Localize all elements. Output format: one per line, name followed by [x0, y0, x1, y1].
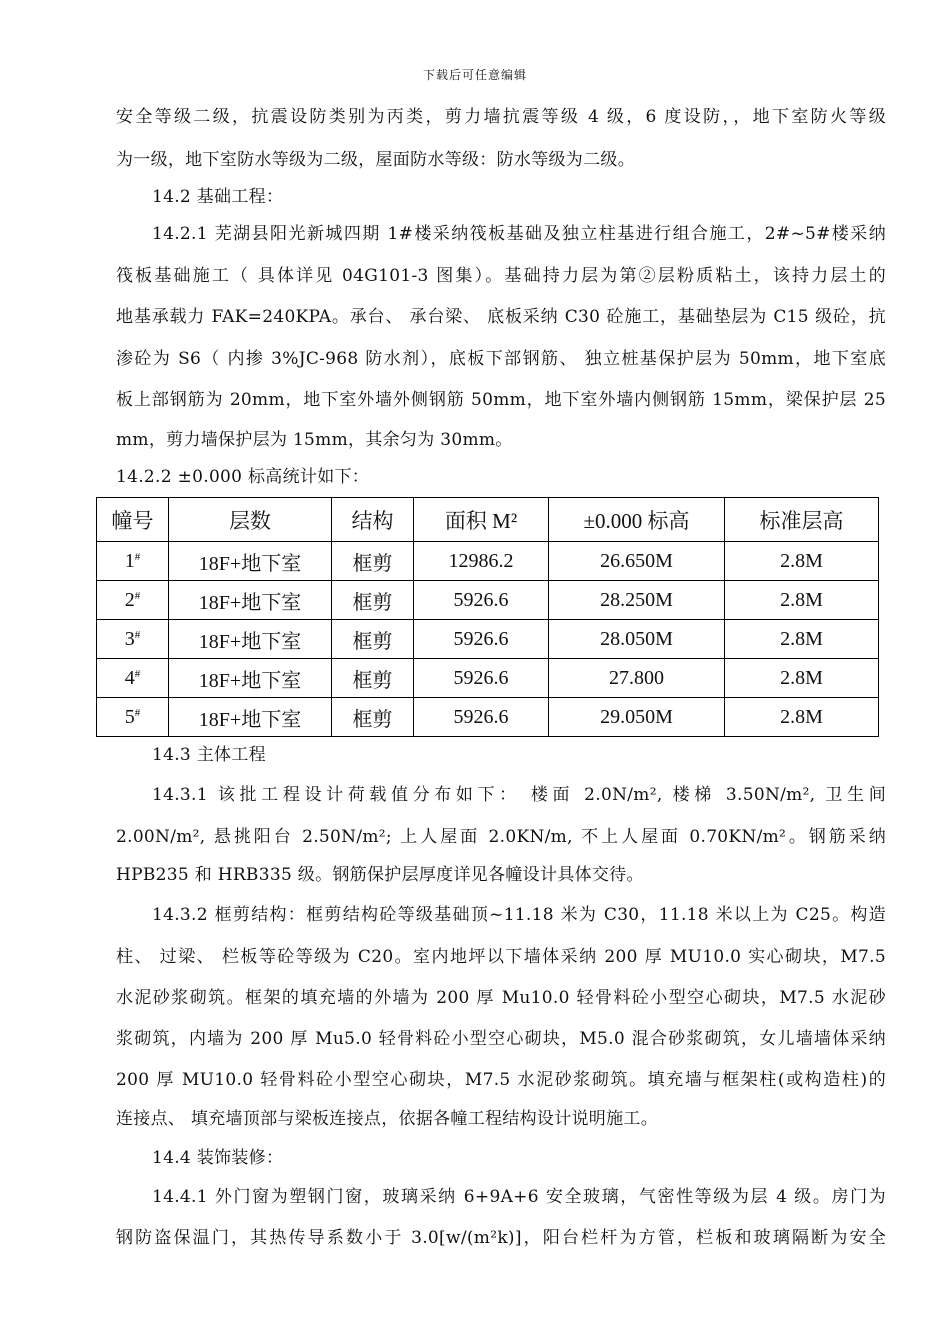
- area-cell: 12986.2: [414, 542, 549, 581]
- elevation-cell: 28.250M: [549, 581, 725, 620]
- floor-height-cell: 2.8M: [725, 620, 879, 659]
- paragraph-line: 钢防盗保温门，其热传导系数小于 3.0[w/(m²k)]，阳台栏杆为方管，栏板和玻璃隔断为安全: [116, 1228, 886, 1248]
- elevation-cell: 27.800: [549, 659, 725, 698]
- paragraph-line: 为一级，地下室防水等级为二级，屋面防水等级：防水等级为二级。: [116, 150, 635, 170]
- table-row: [97, 659, 879, 698]
- table-row: [97, 698, 879, 737]
- paragraph-line: 浆砌筑，内墙为 200 厚 Mu5.0 轻骨料砼小型空心砌块，M5.0 混合砂浆砌筑，女儿墙墙体采纳: [116, 1029, 886, 1049]
- structure-cell: 框剪: [332, 542, 414, 581]
- floors-cell: 18F+地下室: [169, 698, 332, 737]
- page-header: 下载后可任意编辑: [422, 68, 527, 82]
- paragraph-line: 渗砼为 S6（ 内掺 3%JC-968 防水剂），底板下部钢筋、 独立桩基保护层为 50mm，地下室底: [116, 349, 886, 369]
- structure-cell: 框剪: [332, 698, 414, 737]
- column-header: 面积 M²: [414, 498, 549, 542]
- paragraph-line: HPB235 和 HRB335 级。钢筋保护层厚度详见各幢设计具体交待。: [116, 865, 644, 885]
- table-row: [97, 542, 879, 581]
- column-header: 标准层高: [725, 498, 879, 542]
- column-header: ±0.000 标高: [549, 498, 725, 542]
- paragraph-line: 14.3.2 框剪结构：框剪结构砼等级基础顶~11.18 米为 C30，11.18 米以上为 C25。构造: [152, 905, 886, 925]
- area-cell: 5926.6: [414, 659, 549, 698]
- paragraph-line: 200 厚 MU10.0 轻骨料砼小型空心砌块，M7.5 水泥砂浆砌筑。填充墙与框架柱(或构造柱)的: [116, 1070, 886, 1090]
- paragraph-line: 筏板基础施工（ 具体详见 04G101-3 图集）。基础持力层为第②层粉质粘土，该持力层土的: [116, 266, 886, 286]
- building-number-cell: 4#: [97, 659, 169, 698]
- structure-cell: 框剪: [332, 620, 414, 659]
- paragraph-line: 板上部钢筋为 20mm，地下室外墙外侧钢筋 50mm，地下室外墙内侧钢筋 15mm，梁保护层 25: [116, 390, 886, 410]
- section-heading: 14.4 装饰装修：: [152, 1148, 284, 1168]
- floors-cell: 18F+地下室: [169, 581, 332, 620]
- building-number-cell: 5#: [97, 698, 169, 737]
- floor-height-cell: 2.8M: [725, 659, 879, 698]
- floor-height-cell: 2.8M: [725, 542, 879, 581]
- paragraph-line: 14.2.1 芜湖县阳光新城四期 1#楼采纳筏板基础及独立柱基进行组合施工，2#~5#楼采纳: [152, 224, 886, 244]
- floors-cell: 18F+地下室: [169, 620, 332, 659]
- paragraph-line: 地基承载力 FAK=240KPA。承台、 承台梁、 底板采纳 C30 砼施工，基础垫层为 C15 级砼，抗: [116, 307, 886, 327]
- area-cell: 5926.6: [414, 581, 549, 620]
- building-number-cell: 3#: [97, 620, 169, 659]
- paragraph-line: mm，剪力墙保护层为 15mm，其余匀为 30mm。: [116, 430, 513, 450]
- table-row: [97, 620, 879, 659]
- elevation-cell: 26.650M: [549, 542, 725, 581]
- floors-cell: 18F+地下室: [169, 659, 332, 698]
- elevation-table: [96, 497, 879, 737]
- area-cell: 5926.6: [414, 620, 549, 659]
- table-header-row: [97, 498, 879, 542]
- paragraph-line: 柱、 过梁、 栏板等砼等级为 C20。室内地坪以下墙体采纳 200 厚 MU10.0 实心砌块，M7.5: [116, 947, 886, 967]
- paragraph-line: 2.00N/m², 悬挑阳台 2.50N/m²; 上人屋面 2.0KN/m, 不上人屋面 0.70KN/m²。钢筋采纳: [116, 827, 886, 847]
- column-header: 层数: [169, 498, 332, 542]
- paragraph-line: 14.3.1 该批工程设计荷载值分布如下： 楼面 2.0N/m², 楼梯 3.50N/m², 卫生间: [152, 785, 886, 805]
- section-heading: 14.2 基础工程：: [152, 187, 284, 207]
- structure-cell: 框剪: [332, 581, 414, 620]
- building-number-cell: 2#: [97, 581, 169, 620]
- column-header: 结构: [332, 498, 414, 542]
- area-cell: 5926.6: [414, 698, 549, 737]
- elevation-cell: 29.050M: [549, 698, 725, 737]
- table-caption: 14.2.2 ±0.000 标高统计如下：: [116, 467, 370, 487]
- paragraph-line: 连接点、 填充墙顶部与梁板连接点，依据各幢工程结构设计说明施工。: [116, 1109, 659, 1129]
- paragraph-line: 安全等级二级，抗震设防类别为丙类，剪力墙抗震等级 4 级，6 度设防，，地下室防火等级: [116, 107, 886, 127]
- paragraph-line: 水泥砂浆砌筑。框架的填充墙的外墙为 200 厚 Mu10.0 轻骨料砼小型空心砌块，M7.5 水泥砂: [116, 988, 886, 1008]
- floor-height-cell: 2.8M: [725, 581, 879, 620]
- floor-height-cell: 2.8M: [725, 698, 879, 737]
- structure-cell: 框剪: [332, 659, 414, 698]
- floors-cell: 18F+地下室: [169, 542, 332, 581]
- building-number-cell: 1#: [97, 542, 169, 581]
- column-header: 幢号: [97, 498, 169, 542]
- table-row: [97, 581, 879, 620]
- paragraph-line: 14.4.1 外门窗为塑钢门窗，玻璃采纳 6+9A+6 安全玻璃，气密性等级为层 4 级。房门为: [152, 1187, 886, 1207]
- elevation-cell: 28.050M: [549, 620, 725, 659]
- section-heading: 14.3 主体工程: [152, 745, 266, 765]
